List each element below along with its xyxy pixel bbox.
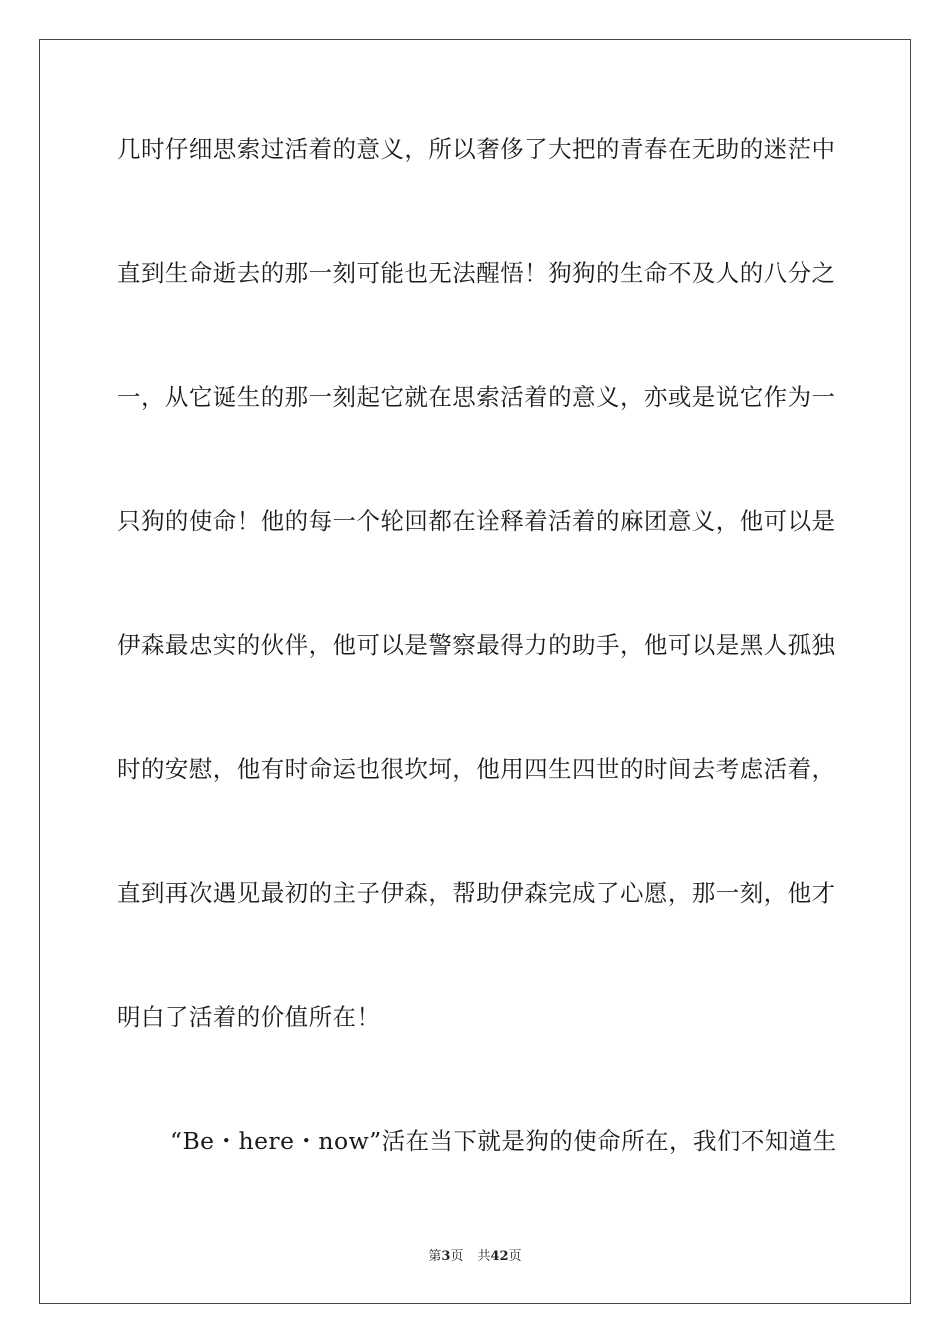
body-text-line: 几时仔细思索过活着的意义，所以奢侈了大把的青春在无助的迷茫中 (117, 135, 836, 163)
body-text-line: 明白了活着的价值所在！ (117, 1003, 381, 1031)
page-suffix: 页 (450, 1249, 464, 1264)
body-text-line: 直到生命逝去的那一刻可能也无法醒悟！狗狗的生命不及人的八分之 (117, 259, 836, 287)
body-text-line: 只狗的使命！他的每一个轮回都在诠释着活着的麻团意义，他可以是 (117, 507, 836, 535)
body-text-line: 直到再次遇见最初的主子伊森，帮助伊森完成了心愿，那一刻，他才 (117, 879, 836, 907)
page-border (39, 39, 911, 1304)
current-page-number: 3 (441, 1249, 451, 1264)
page-prefix: 第 (428, 1249, 442, 1264)
total-prefix: 共 (477, 1249, 491, 1264)
body-text-line-indented: “Be・here・now”活在当下就是狗的使命所在，我们不知道生 (170, 1127, 837, 1155)
body-text-line: 伊森最忠实的伙伴，他可以是警察最得力的助手，他可以是黑人孤独 (117, 631, 836, 659)
total-suffix: 页 (508, 1249, 522, 1264)
total-pages-number: 42 (490, 1249, 509, 1264)
body-text-line: 时的安慰，他有时命运也很坎坷，他用四生四世的时间去考虑活着， (117, 755, 836, 783)
body-text-line: 一，从它诞生的那一刻起它就在思索活着的意义，亦或是说它作为一 (117, 383, 836, 411)
page-footer (0, 1248, 950, 1266)
